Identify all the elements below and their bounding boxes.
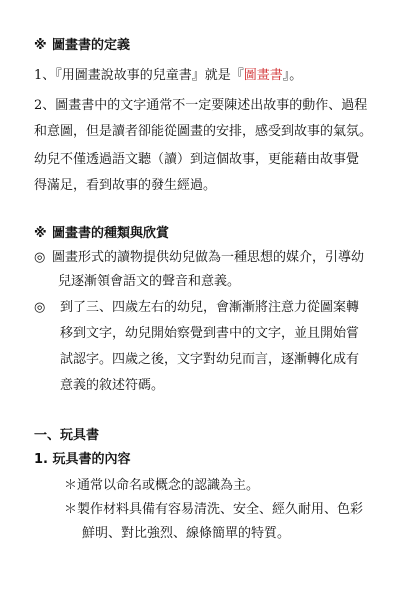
reference-mark-icon: ※ <box>34 38 47 53</box>
reference-mark-icon: ※ <box>34 226 47 241</box>
paragraph-1-suffix: 』。 <box>282 68 303 83</box>
section-title: 圖畫書的種類與欣賞 <box>52 226 170 241</box>
bullet-2-line-3: 試認字。四歲之後，文字對幼兒而言，逐漸轉化成有 <box>60 352 360 367</box>
toy-book-item-1: ＊通常以命名或概念的認識為主。 <box>64 478 260 493</box>
paragraph-1 <box>34 68 302 84</box>
bullet-1-text: 圖畫形式的讀物提供幼兒做為一種思想的媒介，引導幼 <box>52 250 365 265</box>
bullet-1-line-2: 兒逐漸領會語文的聲音和意義。 <box>58 274 241 289</box>
highlighted-term: 圖畫書 <box>243 68 283 83</box>
toy-book-item-2-line-1: ＊製作材料具備有容易清洗、安全、經久耐用、色彩 <box>64 502 364 517</box>
paragraph-3-line-1: 幼兒不僅透過語文聽（讀）到這個故事，更能藉由故事覺 <box>34 152 360 167</box>
section-heading-types <box>34 226 169 242</box>
bullet-2-line-2: 移到文字，幼兒開始察覺到書中的文字，並且開始嘗 <box>60 326 360 341</box>
section-heading-definition <box>34 38 130 54</box>
section-heading-toy-books: 一、玩具書 <box>34 428 100 443</box>
section-title: 圖畫書的定義 <box>52 38 131 53</box>
bullet-2-text: 到了三、四歲左右的幼兒，會漸漸將注意力從圖案轉 <box>60 300 360 315</box>
paragraph-2-line-1: 2、圖畫書中的文字通常不一定要陳述出故事的動作、過程 <box>34 98 368 113</box>
paragraph-3-line-2: 得滿足，看到故事的發生經過。 <box>34 178 217 193</box>
bullet-2-line-1 <box>34 300 359 316</box>
double-circle-bullet-icon: ◎ <box>34 250 46 265</box>
subheading-toy-book-content: 1. 玩具書的內容 <box>34 452 131 467</box>
bullet-2-line-4: 意義的敘述符碼。 <box>60 378 165 393</box>
bullet-1-line-1 <box>34 250 364 266</box>
paragraph-2-line-2: 和意圖，但是讀者卻能從圖畫的安排，感受到故事的氣氛。 <box>34 124 373 139</box>
double-circle-bullet-icon: ◎ <box>34 300 46 315</box>
paragraph-1-prefix: 1、『用圖畫說故事的兒童書』就是『 <box>34 68 244 83</box>
toy-book-item-2-line-2: 鮮明、對比強烈、線條簡單的特質。 <box>82 526 291 541</box>
